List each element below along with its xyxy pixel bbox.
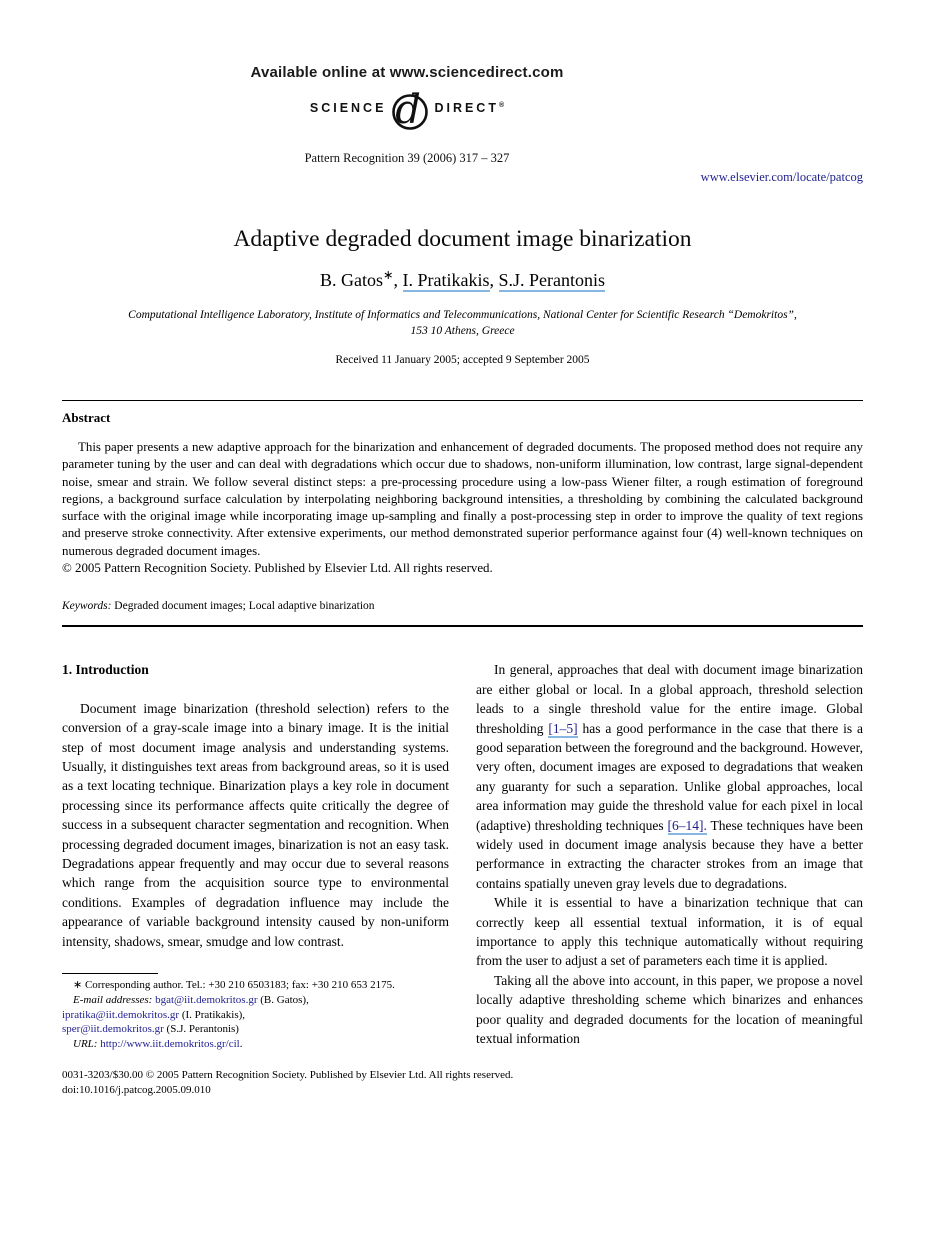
right-paragraph-2: While it is essential to have a binarization technique that can correctly keep all essential textual information, it is of equal importance to apply this technique automatically without requiring from the user to adjust a set of parameters each time it is applied. xyxy=(476,895,863,969)
journal-header xyxy=(62,64,752,166)
available-online-text: Available online at www.sciencedirect.com xyxy=(250,64,564,81)
email-line-1: E-mail addresses: bgat@iit.demokritos.gr (B. Gatos), xyxy=(73,993,309,1006)
citation-link-1-5[interactable]: [1–5] xyxy=(548,720,578,736)
science-direct-d-icon xyxy=(388,85,432,131)
introduction-paragraph: Document image binarization (threshold selection) refers to the conversion of a gray-scale image into a binary image. It is the initial step of most document image analysis and understanding systems. Usually, it distinguishes text areas from background areas, so it is used as a text locating technique. Binarization plays a key role in document processing since its performance affects quite critically the degree of success in a subsequent character segmentation and recognition. When processing degraded document images, binarization is not an easy task. Degradations appear frequently and may occur due to several reasons which range from the acquisition source type to environmental conditions. Examples of degradation influence may include the appearance of variable background intensity caused by non-uniform intensity, shadows, smear, smudge and low contrast. xyxy=(62,700,449,949)
imprint-block xyxy=(62,1068,863,1098)
body-columns xyxy=(62,660,863,1052)
footnote-asterisk: ∗ xyxy=(73,979,85,992)
abstract-heading: Abstract xyxy=(62,410,111,425)
email-line-3: sper@iit.demokritos.gr (S.J. Perantonis) xyxy=(62,1023,239,1036)
email-gatos-link[interactable]: bgat@iit.demokritos.gr xyxy=(155,993,258,1006)
issn-copyright-line: 0031-3203/$30.00 © 2005 Pattern Recognition Society. Published by Elsevier Ltd. All rights reserved. xyxy=(62,1069,514,1082)
introduction-heading: 1. Introduction xyxy=(62,662,149,678)
abstract-copyright: © 2005 Pattern Recognition Society. Published by Elsevier Ltd. All rights reserved. xyxy=(62,561,493,576)
page-title: Adaptive degraded document image binarization xyxy=(233,226,692,252)
affiliation-line-1: Computational Intelligence Laboratory, Institute of Informatics and Telecommunications, National Center for Scientific Research “Demokritos”, xyxy=(128,309,797,321)
affiliation xyxy=(62,308,863,339)
keywords-label: Keywords: xyxy=(62,600,112,613)
registered-mark: ® xyxy=(498,101,505,109)
keywords-text: Degraded document images; Local adaptive binarization xyxy=(111,600,375,613)
abstract-text: This paper presents a new adaptive approach for the binarization and enhancement of degraded documents. The proposed method does not require any parameter tuning by the user and can deal with degradations which occur due to shadows, non-uniform illumination, low contrast, large signal-dependent noise, smear and strain. We follow several distinct steps: a pre-processing procedure using a low-pass Wiener filter, a rough estimation of foreground regions, a background surface calculation by interpolating neighboring background intensities, a thresholding by combining the calculated background surface with the original image while incorporating image up-sampling and finally a post-processing step in order to improve the quality of text regions and preserve stroke connectivity. After extensive experiments, our method demonstrated superior performance against four (4) well-known techniques on numerous degraded document images. xyxy=(62,440,863,558)
svg-text:d: d xyxy=(395,87,422,133)
elsevier-locate-link[interactable]: www.elsevier.com/locate/patcog xyxy=(700,170,863,184)
keywords-line xyxy=(62,600,863,612)
lab-url-link[interactable]: http://www.iit.demokritos.gr/cil xyxy=(100,1038,240,1051)
corresponding-author-note: ∗ Corresponding author. Tel.: +30 210 6503183; fax: +30 210 653 2175. xyxy=(73,979,395,992)
affiliation-line-2: 153 10 Athens, Greece xyxy=(410,324,515,337)
author-line: B. Gatos∗, I. Pratikakis, S.J. Perantonis xyxy=(319,268,606,290)
logo-science-text: SCIENCE xyxy=(309,101,387,115)
right-column xyxy=(476,660,863,1052)
author-pratikakis-link[interactable]: I. Pratikakis xyxy=(402,270,490,290)
left-column xyxy=(62,660,449,1052)
footnote-block xyxy=(62,973,449,1052)
email-addresses-label: E-mail addresses: xyxy=(73,993,156,1006)
science-direct-logo xyxy=(62,85,752,131)
received-date: Received 11 January 2005; accepted 9 September 2005 xyxy=(335,354,590,366)
journal-reference: Pattern Recognition 39 (2006) 317 – 327 xyxy=(304,151,510,165)
right-paragraph-3: Taking all the above into account, in this paper, we propose a novel locally adaptive thresholding scheme which binarizes and enhances poor quality and degraded documents for the location of meaningful textual information xyxy=(476,972,863,1047)
logo-direct-text: DIRECT® xyxy=(434,101,505,115)
right-paragraph-1: In general, approaches that deal with document image binarization are either global or local. In a global approach, threshold selection leads to a single threshold value for the entire image. Global thresholding [1–5] has a good performance in the case that there is a good separation between the foreground and the background. However, very often, document images are exposed to degradations that weaken any guaranty for such a separation. Unlike global approaches, local area information may guide the threshold value for each pixel in local (adaptive) thresholding techniques [6–14]. These techniques have been widely used in document image analysis because they have a better performance in extracting the character strokes from an image that contains spatially uneven gray levels due to degradations. xyxy=(476,662,864,891)
corresponding-author-mark: ∗ xyxy=(382,268,394,282)
url-label: URL: xyxy=(73,1038,101,1051)
footnote-rule xyxy=(62,973,158,974)
elsevier-link-row xyxy=(62,168,863,186)
email-pratikakis-link[interactable]: ipratika@iit.demokritos.gr xyxy=(62,1008,180,1021)
doi-line: doi:10.1016/j.patcog.2005.09.010 xyxy=(62,1084,211,1097)
abstract-top-rule xyxy=(62,400,863,401)
author-gatos: B. Gatos xyxy=(319,270,383,290)
author-perantonis-link[interactable]: S.J. Perantonis xyxy=(498,270,606,290)
abstract-bottom-rule xyxy=(62,625,863,627)
url-line: URL: http://www.iit.demokritos.gr/cil. xyxy=(73,1038,243,1051)
citation-link-6-14[interactable]: [6–14]. xyxy=(667,817,707,833)
email-perantonis-link[interactable]: sper@iit.demokritos.gr xyxy=(62,1023,164,1036)
email-line-2: ipratika@iit.demokritos.gr (I. Pratikakis), xyxy=(62,1008,246,1021)
